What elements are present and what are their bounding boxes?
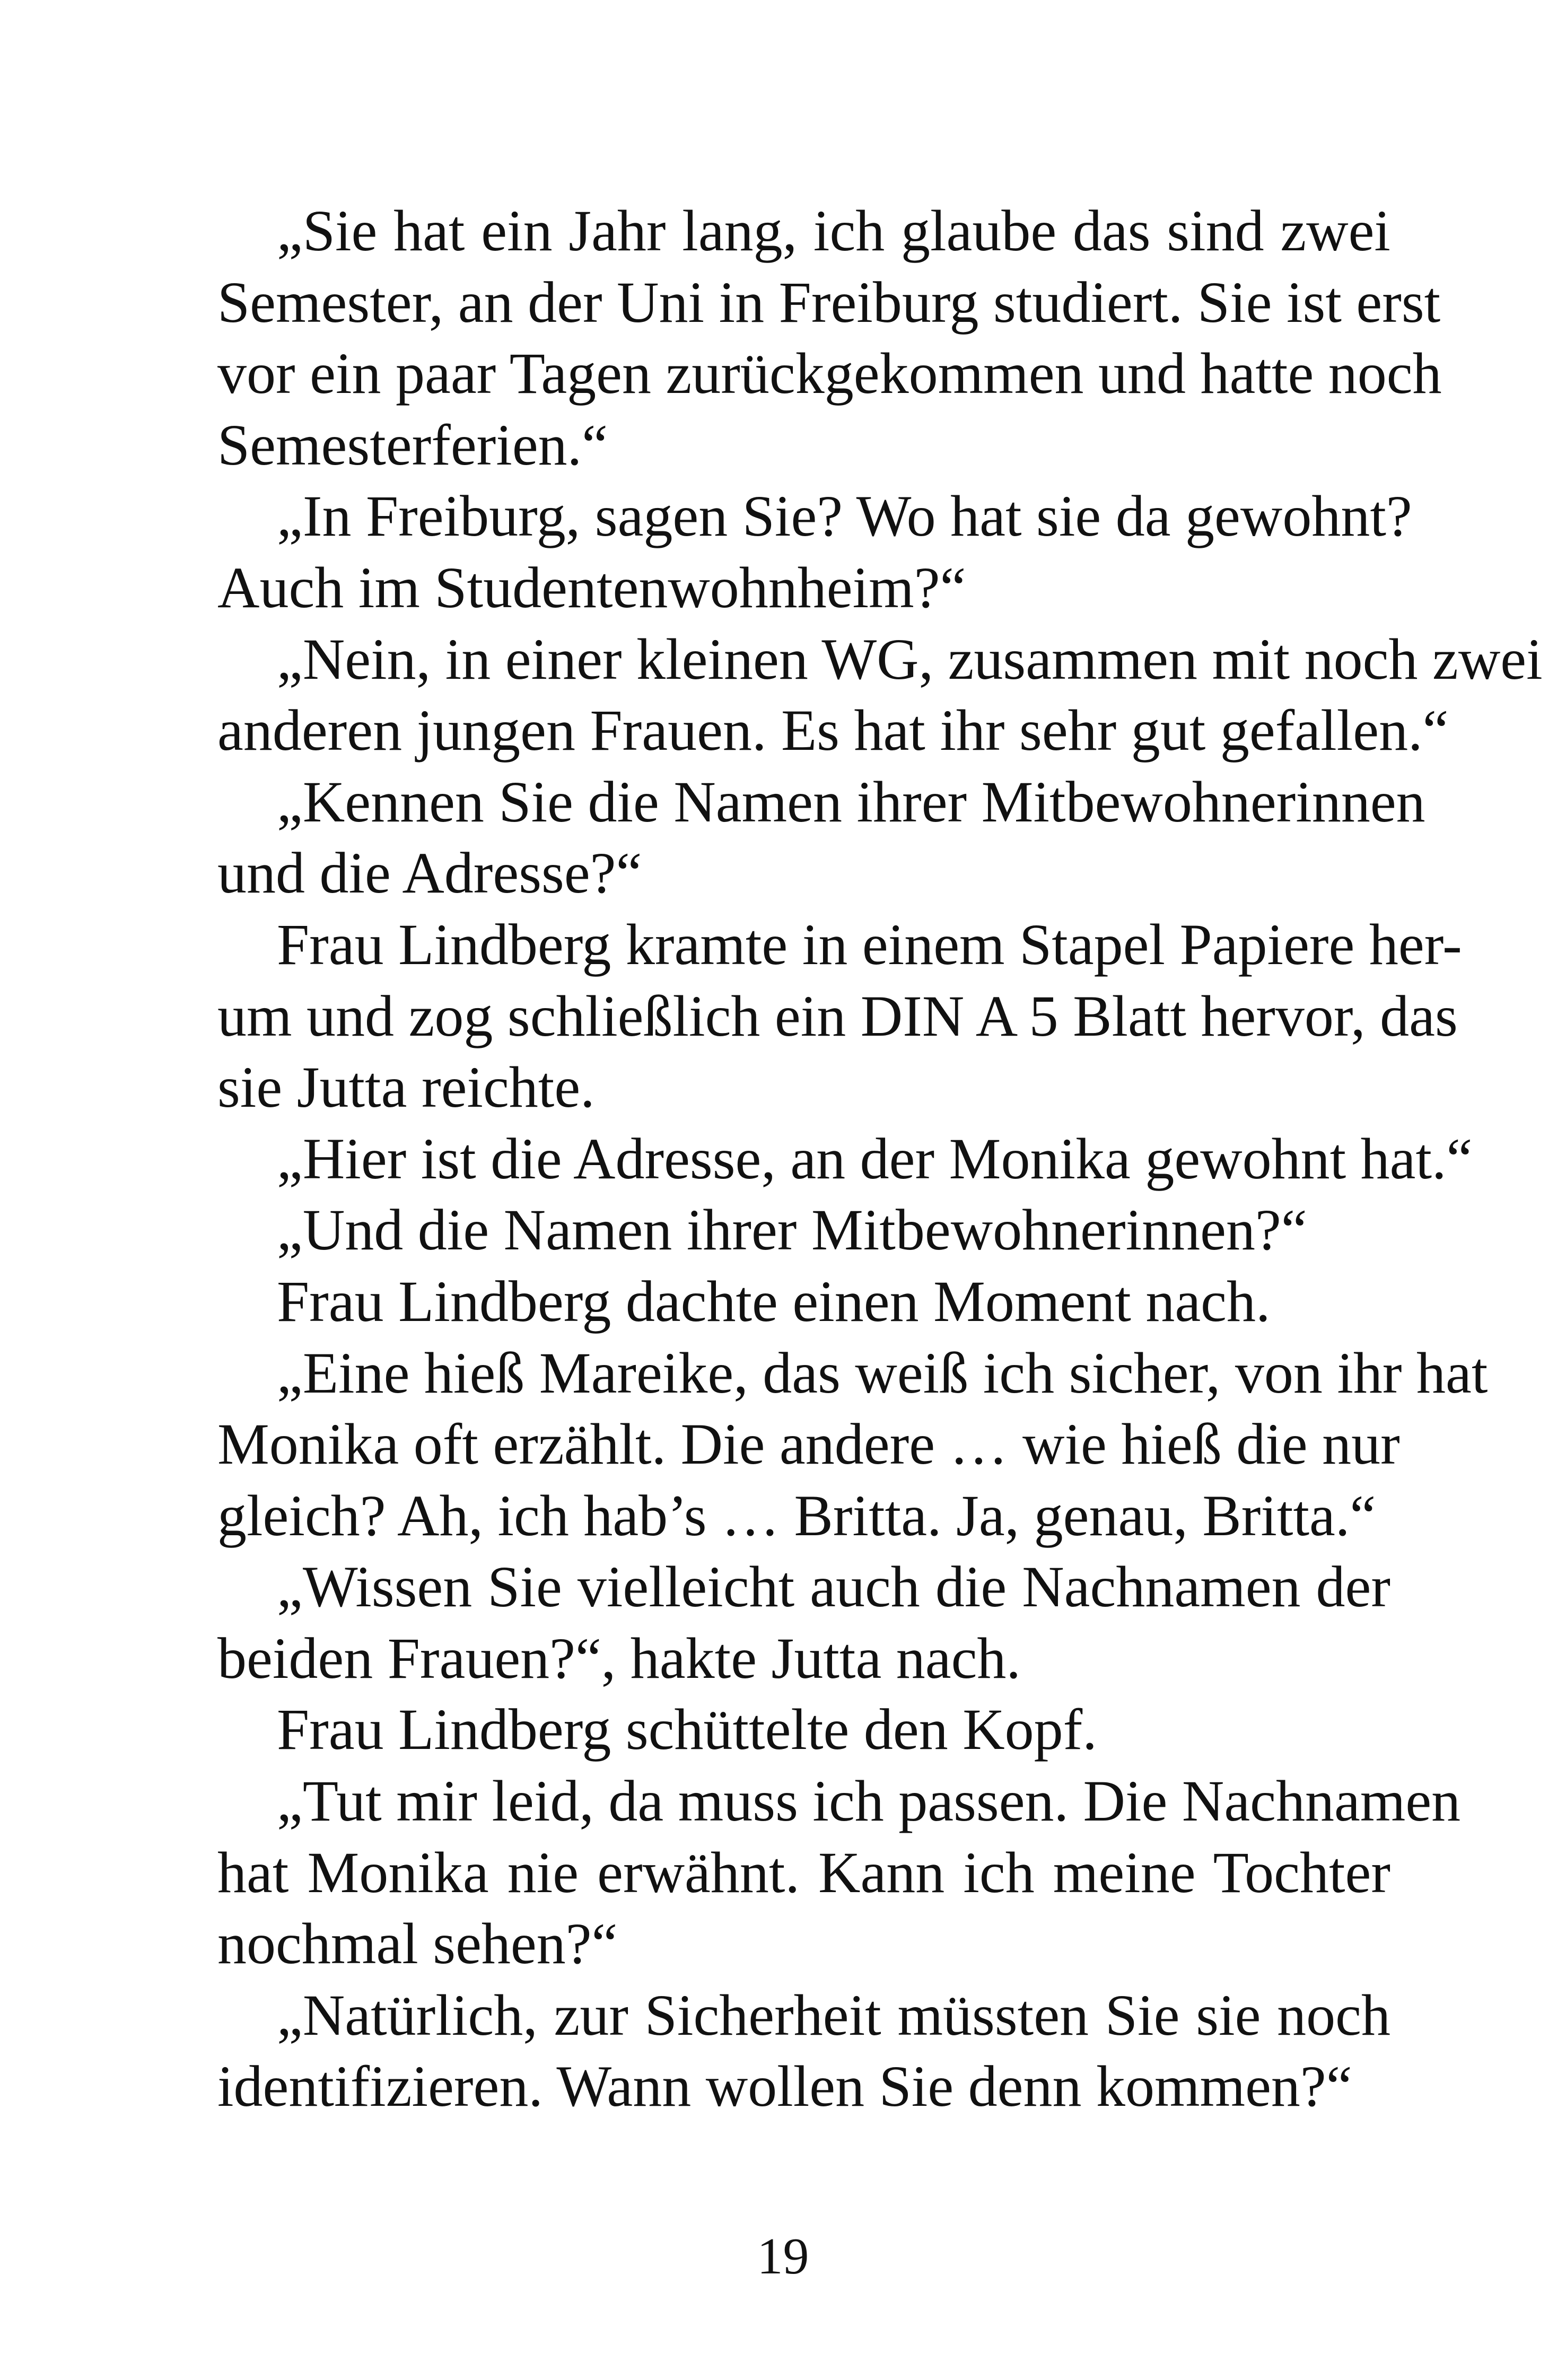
paragraph xyxy=(217,1266,1390,1337)
paragraph xyxy=(217,1694,1390,1765)
text-line: „Natürlich, zur Sicherheit müssten Sie sie noch xyxy=(277,1982,1390,2048)
text-line: sie Jutta reichte. xyxy=(217,1055,595,1120)
paragraph xyxy=(217,909,1462,1123)
paragraph xyxy=(217,1123,1473,1195)
paragraph xyxy=(217,1194,1390,1266)
text-line: Auch im Studentenwohnheim?“ xyxy=(217,555,966,620)
page-number: 19 xyxy=(757,2228,809,2285)
text-line: Semester, an der Uni in Freiburg studiert. Sie ist erst xyxy=(217,269,1441,335)
text-line: „Nein, in einer kleinen WG, zusammen mit noch zwei xyxy=(277,626,1543,692)
text-line: identifizieren. Wann wollen Sie denn kommen?“ xyxy=(217,2054,1352,2119)
text-line: Semesterferien.“ xyxy=(217,412,608,477)
text-line: „Sie hat ein Jahr lang, ich glaube das sind zwei xyxy=(277,198,1390,263)
text-line: „In Freiburg, sagen Sie? Wo hat sie da gewohnt? xyxy=(277,484,1412,549)
text-line: „Kennen Sie die Namen ihrer Mitbewohnerinnen xyxy=(277,769,1425,834)
text-line: hat Monika nie erwähnt. Kann ich meine Tochter xyxy=(217,1840,1390,1905)
paragraph xyxy=(217,766,1425,909)
text-line: „Eine hieß Mareike, das weiß ich sicher, von ihr hat xyxy=(277,1340,1488,1405)
text-line: Frau Lindberg kramte in einem Stapel Papiere her- xyxy=(277,912,1462,977)
paragraph xyxy=(217,480,1412,623)
text-line: „Und die Namen ihrer Mitbewohnerinnen?“ xyxy=(277,1197,1307,1263)
paragraph xyxy=(217,195,1442,480)
text-line: Monika oft erzählt. Die andere … wie hieß die nur xyxy=(217,1412,1400,1477)
text-line: vor ein paar Tagen zurückgekommen und hatte noch xyxy=(217,341,1442,406)
paragraph xyxy=(217,1980,1390,2122)
paragraph xyxy=(217,1337,1488,1552)
text-line: gleich? Ah, ich hab’s … Britta. Ja, genau, Britta.“ xyxy=(217,1483,1376,1548)
text-line: anderen jungen Frauen. Es hat ihr sehr gut gefallen.“ xyxy=(217,698,1449,763)
text-line: „Hier ist die Adresse, an der Monika gewohnt hat.“ xyxy=(277,1126,1473,1191)
text-line: „Tut mir leid, da muss ich passen. Die Nachnamen xyxy=(277,1769,1461,1834)
paragraph xyxy=(217,1551,1390,1694)
text-line: Frau Lindberg schüttelte den Kopf. xyxy=(277,1697,1097,1762)
paragraph xyxy=(217,624,1543,766)
text-line: um und zog schließlich ein DIN A 5 Blatt hervor, das xyxy=(217,983,1458,1048)
text-line: und die Adresse?“ xyxy=(217,841,642,906)
body-text xyxy=(217,195,1543,2122)
text-line: nochmal sehen?“ xyxy=(217,1911,618,1976)
text-line: beiden Frauen?“, hakte Jutta nach. xyxy=(217,1625,1021,1691)
text-line: Frau Lindberg dachte einen Moment nach. xyxy=(277,1268,1271,1334)
text-line: „Wissen Sie vielleicht auch die Nachnamen der xyxy=(277,1554,1390,1620)
paragraph xyxy=(217,1765,1461,1980)
